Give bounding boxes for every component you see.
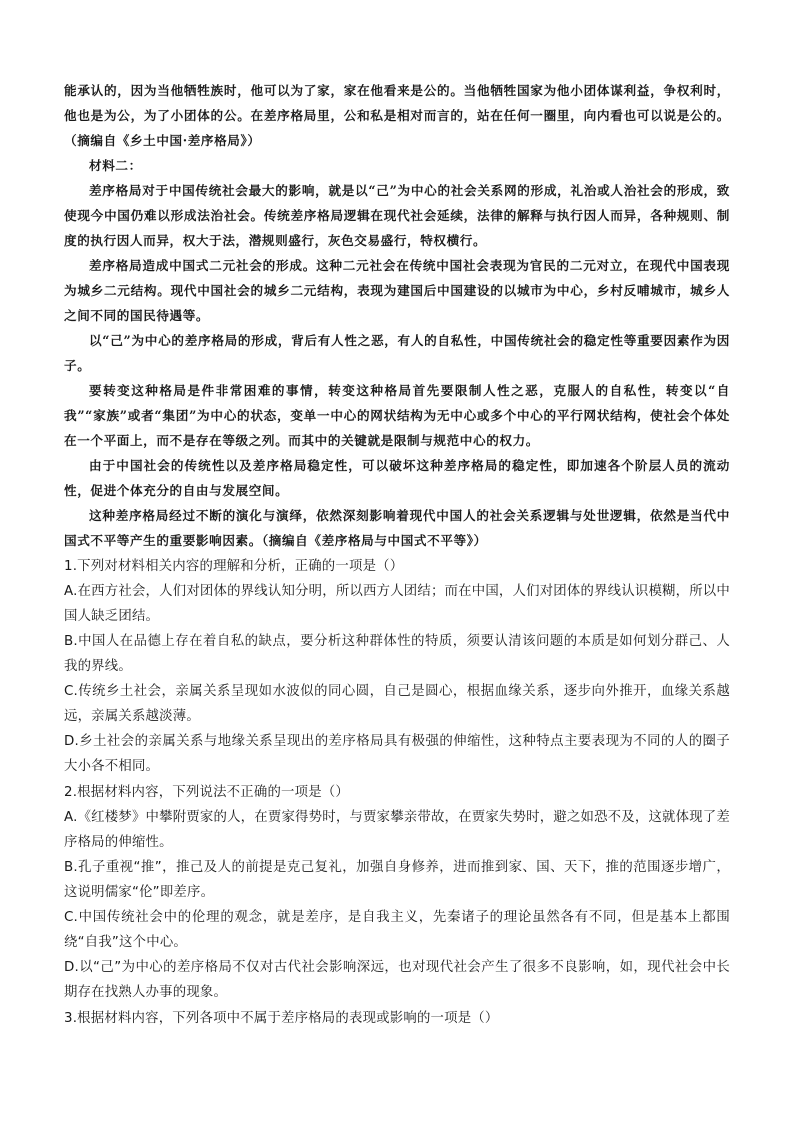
question-stem: 1.下列对材料相关内容的理解和分析，正确的一项是（） xyxy=(64,559,404,574)
answer-option-d[interactable]: D.以“己”为中心的差序格局不仅对古代社会影响深远，也对现代社会产生了很多不良影响，如，现代社会中长期存在找熟人办事的现象。 xyxy=(64,960,730,1000)
answer-option-d[interactable]: D.乡土社会的亲属关系与地缘关系呈现出的差序格局具有极强的伸缩性，这种特点主要表现为不同的人的圈子大小各不相同。 xyxy=(64,734,730,774)
question-1 xyxy=(64,554,730,779)
answer-option-a[interactable]: A.在西方社会，人们对团体的界线认知分明，所以西方人团结；而在中国，人们对团体的界线认识模糊，所以中国人缺乏团结。 xyxy=(64,584,730,624)
material2-label: 材料二： xyxy=(89,158,142,173)
question-stem: 2.根据材料内容，下列说法不正确的一项是（） xyxy=(64,785,349,800)
answer-option-b[interactable]: B.孔子重视“推”，推己及人的前提是克己复礼，加强自身修养，进而推到家、国、天下，推的范围逐步增广，这说明儒家“伦”即差序。 xyxy=(64,860,730,900)
answer-option-b[interactable]: B.中国人在品德上存在着自私的缺点，要分析这种群体性的特质，须要认清该问题的本质是如何划分群己、人我的界线。 xyxy=(64,634,730,674)
material2-paragraph: 要转变这种格局是件非常困难的事情，转变这种格局首先要限制人性之恶，克服人的自私性，转变以“自我”“家族”或者“集团”为中心的状态，变单一中心的网状结构为无中心或多个中心的平行网状结构，使社会个体处在一个平面上，而不是存在等级之列。而其中的关键就是限制与规范中心的权力。 xyxy=(64,383,730,448)
material2-paragraph: 这种差序格局经过不断的演化与演绎，依然深刻影响着现代中国人的社会关系逻辑与处世逻辑，依然是当代中国式不平等产生的重要影响因素。（摘编自《差序格局与中国式不平等》） xyxy=(64,508,730,548)
question-2 xyxy=(64,780,730,1005)
question-stem: 3.根据材料内容，下列各项中不属于差序格局的表现或影响的一项是（） xyxy=(64,1011,499,1026)
passage-intro-paragraph: 能承认的，因为当他牺牲族时，他可以为了家，家在他看来是公的。当他牺牲国家为他小团体谋利益，争权利时，他也是为公，为了小团体的公。在差序格局里，公和私是相对而言的，站在任何一圈里，向内看也可以说是公的。（摘编自《乡土中国·差序格局》） xyxy=(64,83,730,148)
question-3 xyxy=(64,1006,730,1031)
answer-option-c[interactable]: C.中国传统社会中的伦理的观念，就是差序，是自我主义，先秦诸子的理论虽然各有不同，但是基本上都围绕“自我”这个中心。 xyxy=(64,910,730,950)
material2-paragraph: 差序格局造成中国式二元社会的形成。这种二元社会在传统中国社会表现为官民的二元对立，在现代中国表现为城乡二元结构。现代中国社会的城乡二元结构，表现为建国后中国建设的以城市为中心，乡村反哺城市，城乡人之间不同的国民待遇等。 xyxy=(64,258,730,323)
answer-option-c[interactable]: C.传统乡土社会，亲属关系呈现如水波似的同心圆，自己是圆心，根据血缘关系，逐步向外推开，血缘关系越远，亲属关系越淡薄。 xyxy=(64,684,730,724)
material2-paragraph: 由于中国社会的传统性以及差序格局稳定性，可以破坏这种差序格局的稳定性，即加速各个阶层人员的流动性，促进个体充分的自由与发展空间。 xyxy=(64,458,730,498)
answer-option-a[interactable]: A.《红楼梦》中攀附贾家的人，在贾家得势时，与贾家攀亲带故，在贾家失势时，避之如恐不及，这就体现了差序格局的伸缩性。 xyxy=(64,810,730,850)
exam-page xyxy=(64,78,730,1031)
material2-paragraph: 差序格局对于中国传统社会最大的影响，就是以“己”为中心的社会关系网的形成，礼治或人治社会的形成，致使现今中国仍难以形成法治社会。传统差序格局逻辑在现代社会延续，法律的解释与执行因人而异，各种规则、制度的执行因人而异，权大于法，潜规则盛行，灰色交易盛行，特权横行。 xyxy=(64,183,730,248)
material2-paragraph: 以“己”为中心的差序格局的形成，背后有人性之恶，有人的自私性，中国传统社会的稳定性等重要因素作为因子。 xyxy=(64,333,730,373)
